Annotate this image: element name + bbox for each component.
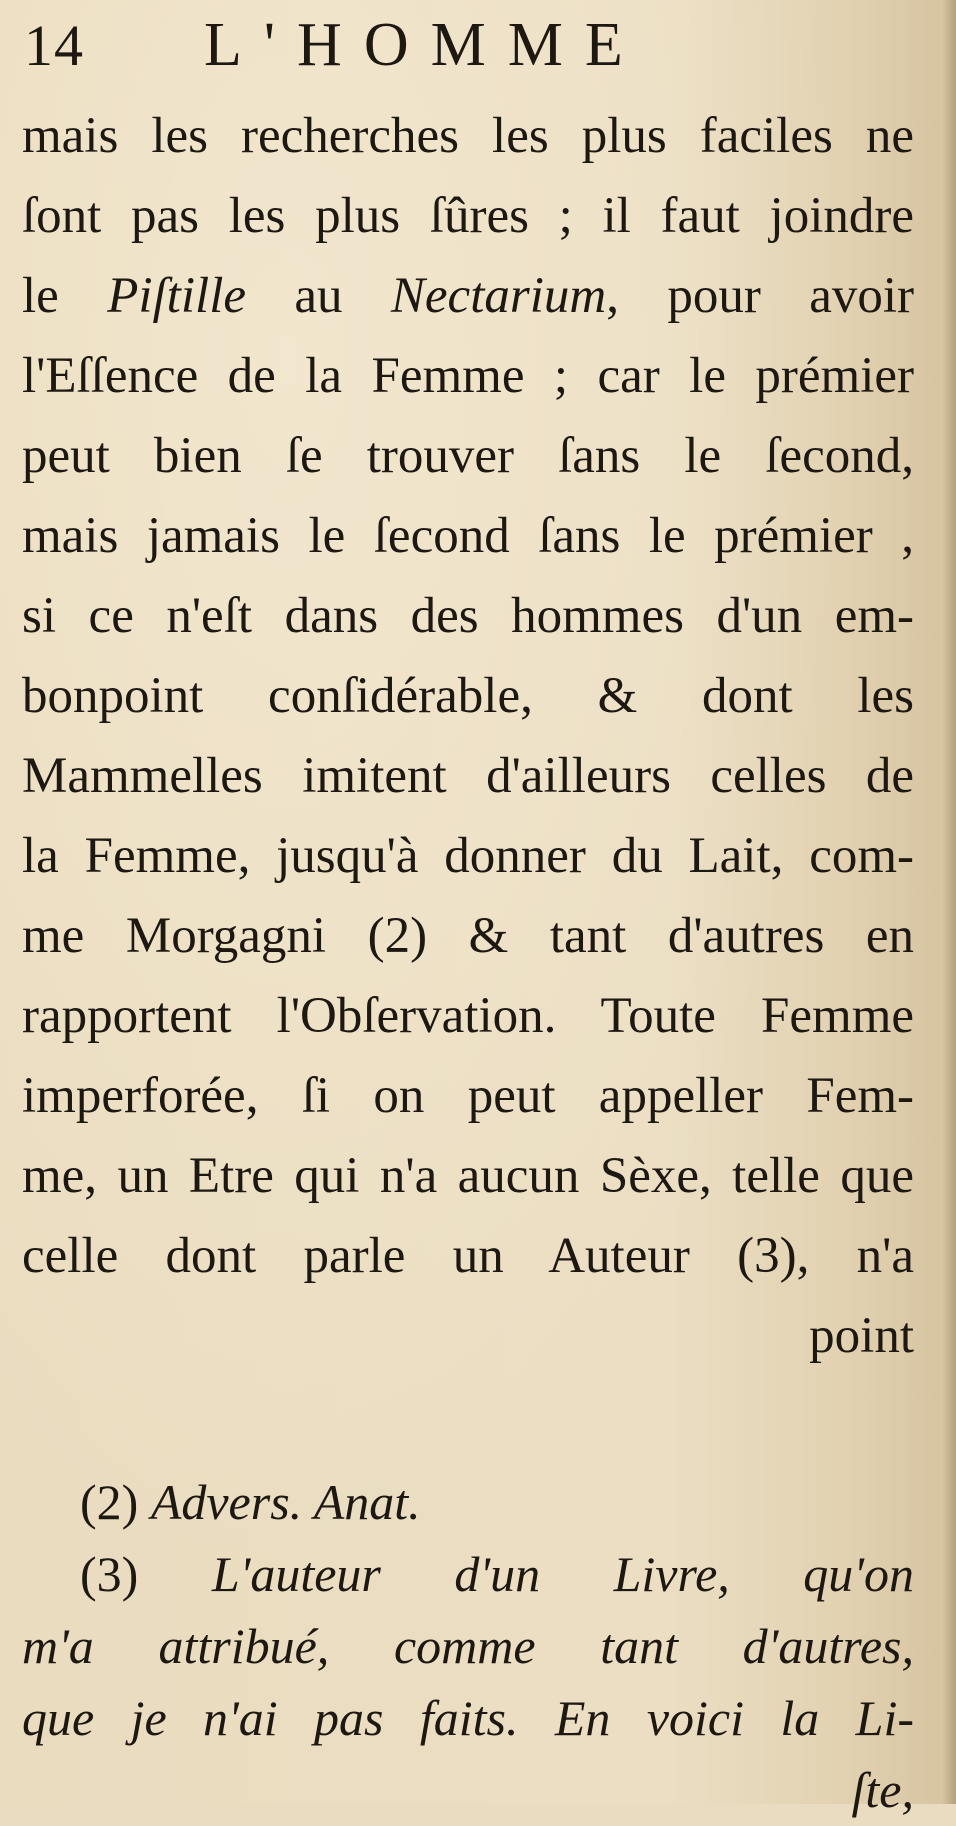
- footnote-text: m'a attribué, comme tant d'autres,: [22, 1618, 914, 1674]
- text-line: la Femme, jusqu'à donner du Lait, com-: [22, 828, 914, 884]
- catchword: point: [809, 1308, 914, 1364]
- page-edge-shadow: [942, 0, 956, 1804]
- footnote-text: L'auteur d'un Livre, qu'on: [211, 1546, 914, 1602]
- text-line: imperforée, ſi on peut appeller Fem-: [22, 1068, 914, 1124]
- text-line: ſont pas les plus ſûres ; il faut joindre: [22, 188, 914, 244]
- footnote-text-line: que je n'ai pas faits. En voici la Li-: [22, 1690, 915, 1746]
- footnote-2: [22, 1466, 914, 1538]
- footnote-3: [22, 1538, 914, 1610]
- text-line: rapportent l'Obſervation. Toute Femme: [22, 988, 914, 1044]
- text-line: mais jamais le ſecond ſans le prémier ,: [22, 508, 914, 564]
- footnote-number: (2): [80, 1474, 139, 1530]
- text-line: bonpoint conſidérable, & dont les: [22, 668, 914, 724]
- text-line: me, un Etre qui n'a aucun Sèxe, telle que: [22, 1148, 914, 1204]
- text-line: l'Eſſence de la Femme ; car le prémier: [22, 348, 914, 404]
- text-line: Mammelles imitent d'ailleurs celles de: [22, 748, 914, 804]
- body-text: [22, 96, 914, 1376]
- italic-term: Nectarium: [390, 268, 607, 324]
- text-line: mais les recherches les plus faciles ne: [22, 108, 914, 164]
- text-line: si ce n'eſt dans des hommes d'un em-: [22, 588, 914, 644]
- text-line: me Morgagni (2) & tant d'autres en: [22, 908, 914, 964]
- italic-term: Piſtille: [107, 268, 246, 324]
- text-line: le Piſtille au Nectarium, pour avoir: [22, 268, 914, 324]
- footnotes: [22, 1466, 914, 1826]
- running-head: L'HOMME: [204, 11, 645, 79]
- footnote-number: (3): [80, 1546, 139, 1602]
- text-line: celle dont parle un Auteur (3), n'a: [22, 1228, 914, 1284]
- page-number: 14: [24, 13, 84, 78]
- text-line: peut bien ſe trouver ſans le ſecond,: [22, 428, 914, 484]
- footnote-text: Advers. Anat.: [150, 1474, 421, 1530]
- page-header: [24, 6, 924, 86]
- footnote-catchword: ſte,: [851, 1762, 914, 1818]
